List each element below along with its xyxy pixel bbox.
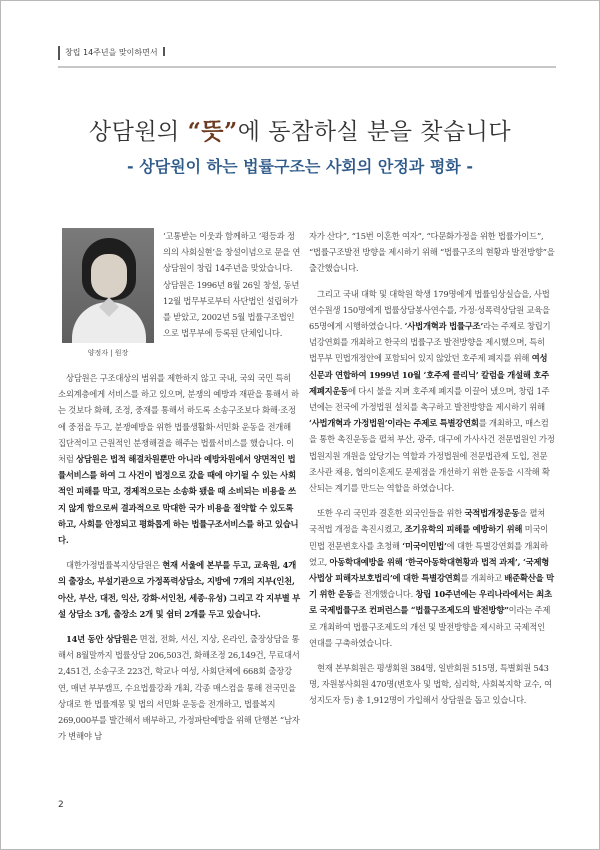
intro-text: ‘고통받는 이웃과 함께하고 ’평등과 정의의 사회실현’을 창설이념으로 문을 연 상담원이 창립 14주년을 맞았습니다. 상담원은 1996년 8월 26일 창설, 동년 12월 법무부로부터 사단법인 설립허가를 받았고, 2002년 5월 법률구조법인으로 법무부에 등록된 단체입니다. [163,231,301,339]
page-number: 2 [58,800,64,810]
left-paragraph-2: 대한가정법률복지상담원은 현재 서울에 본부를 두고, 교육원, 4개의 출장소, 부설기관으로 가정폭력상담소, 지방에 7개의 지부(인천, 아산, 부산, 대전, 익산, 강화·서인천, 세종·유성) 그리고 각 지부별 부설 상담소 3개, 출장소 2개 및 쉼터 2개를 두고 있습니다. [58,560,301,619]
right-column [309,228,555,718]
title-part-1: 상담원의 [88,119,188,145]
photo-caption: 양정자 | 원장 [87,349,129,357]
section-header-text: 창립 14주년을 맞이하면서 [65,48,158,57]
article-title [30,113,570,146]
section-header-tag [58,46,165,60]
right-paragraph-4: 현재 본부회원은 평생회원 384명, 일반회원 515명, 특별회원 543명, 자원봉사회원 470명(변호사 및 법학, 심리학, 사회복지학 교수, 여성지도자 등) 총 1,912명이 가입해서 상담원을 돕고 있습니다. [309,663,552,706]
left-paragraph-1: 상담원은 구조대상의 범위를 제한하지 않고 국내, 국외 국민 특히 소외계층에게 서비스를 하고 있으며, 분쟁의 예방과 재판을 통해서 하는 것보다 화해, 조정, 중재를 통해서 하도록 소송구조보다 화해·조정에 중점을 두고, 분쟁예방을 위한 법률생활화·서민화 운동을 전개해 집단적이고 근원적인 분쟁해결을 해주는 법률서비스를 했습니다. 이처럼 상담원은 법적 해결차원뿐만 아니라 예방차원에서 양면적인 법률서비스를 하여 그 사건이 법정으로 갔을 때에 야기될 수 있는 사회적인 피해를 막고, 경제적으로는 소송화 됐을 때 소비되는 비용을 쓰지 않게 함으로써 결과적으로 막대한 국가 비용을 절약할 수 있도록 하고, 사회를 안정되고 평화롭게 하는 법률구조서비스를 하고 있습니다. [58,373,299,546]
left-paragraph-3: 14년 동안 상담원은 면접, 전화, 서신, 지상, 온라인, 출장상담을 통해서 8월말까지 법률상담 206,503건, 화해조정 26,149건, 무료대서 2,451건, 소송구조 223건, 학교나 여성, 사회단체에 668회 출장강연, 매년 부부캠프, 수요법률강좌 개최, 각종 매스컴을 통해 전국민을 상대로 한 법률계몽 및 법의 서민화 운동을 전개하고, 법률복지 269,000부를 발간해서 배부하고, 가정파탄예방을 위해 단행본 “남자가 변해야 남 [58,634,300,742]
intro-paragraph [163,228,301,350]
header-bar [163,47,165,56]
title-part-2: 에 동참하실 분을 찾습니다 [237,119,512,145]
article-subtitle: - 상담원이 하는 법률구조는 사회의 안정과 평화 - [127,157,473,176]
right-paragraph-2: 그리고 국내 대학 및 대학원 학생 179명에게 법률임상실습을, 사법연수원생 150명에게 법률상담봉사연수를, 가정·성폭력상담원 교육을 65명에게 시행하였습니다. ‘사법개혁과 법률구조’라는 주제로 창립기념강연회를 개최하고 한국의 법률구조 발전방향을 제시했으며, 특히 법무부 민법개정안에 포함되어 있지 않았던 호주제 폐지를 위해 여성신문과 연합하여 1999년 10월 ‘호주제 클리닉’ 칼럼을 개설해 호주제폐지운동에 다시 불을 지펴 호주제 폐지를 이끌어 냈으며, 창립 1주년에는 전국에 가정법원 설치를 촉구하고 발전방향을 제시하기 위해 ‘사법개혁과 가정법원’이라는 주제로 특별강연회를 개최하고, 매스컴을 통한 촉진운동을 펼쳐 부산, 광주, 대구에 가사사건 전문법원인 가정법원지원 개원을 앞당기는 역할과 가정법원에 전문법관제 도입, 전문조사관 채용, 협의이혼제도 문제점을 개선하기 위한 운동을 시작해 확산되는 계기를 만드는 역할을 하였습니다. [309,288,555,494]
director-portrait-photo [62,228,154,343]
title-accent: “뜻” [187,118,238,145]
right-paragraph-1: 자가 산다”, “15번 이혼한 여자”, “다문화가정을 위한 법률가이드”, “법률구조발전 방향을 제시하기 위해 “법률구조의 현황과 발전방향”을 출간했습니다. [309,231,555,274]
left-column [58,370,301,753]
right-paragraph-3: 또한 우리 국민과 결혼한 외국인들을 위한 국적법개정운동을 펼쳐 국적법 개정을 촉진시켰고, 조기유학의 피해를 예방하기 위해 미국이민법 전문변호사를 초청해 ‘미국이민법’에 대한 특별강연회를 개최하였고, 아동학대예방을 위해 ‘한국아동학대현황과 법적 과제’, ‘국제형사법상 피해자보호법리’에 대한 특별강연회를 개최하고 배준확산을 막기 위한 운동을 전개했습니다. 창립 10주년에는 우리나라에서는 최초로 국제법률구조 컨퍼런스를 “법률구조제도의 발전방향”이라는 주제로 개최하여 법률구조제도의 개선 및 발전방향을 제시하고 국제적인 연대를 구축하였습니다. [309,508,554,648]
top-rule [58,66,556,68]
